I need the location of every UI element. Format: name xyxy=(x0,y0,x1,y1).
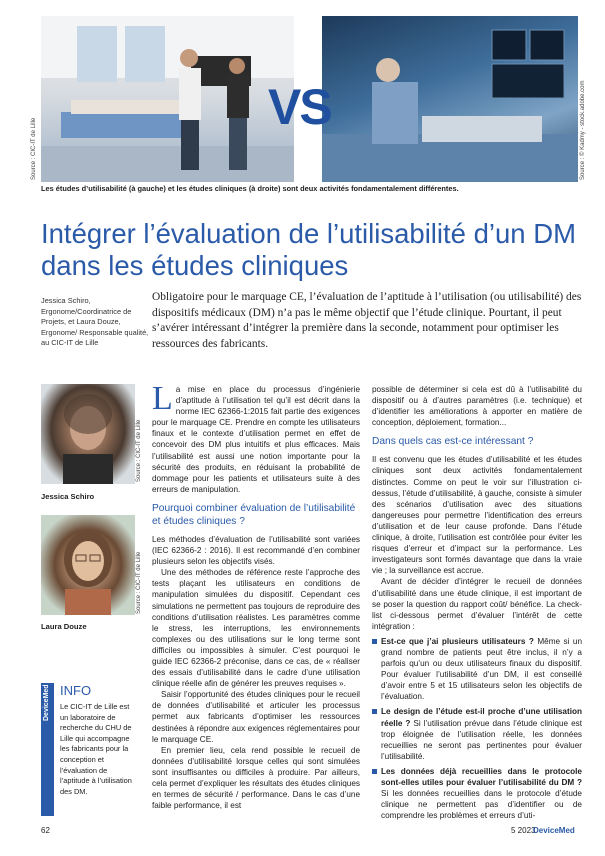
left-photo-credit: Source : CIC-IT de Lille xyxy=(31,117,37,180)
paragraph-opportunity: Saisir l’opportunité des études cliniques pour le recueil de données d’utilisabilité et articuler les processus permet aux fabricants d’optimiser les ressources destinées à répondre aux exigences réglementaires pour le marquage CE. xyxy=(152,690,360,744)
info-title: INFO xyxy=(60,683,92,698)
portrait-2-illustration xyxy=(41,515,135,615)
right-photo-credit: Source : © Kadmy - stock.adobe.com xyxy=(580,80,586,180)
article-column-2 xyxy=(372,384,582,825)
usability-study-illustration xyxy=(41,16,294,182)
info-brand-label: DeviceMed xyxy=(43,684,50,721)
info-brand-tab xyxy=(41,683,54,816)
section-heading-when: Dans quels cas est-ce intéressant ? xyxy=(372,436,534,448)
intro-paragraph xyxy=(152,380,360,495)
checklist-answer: Si l’utilisation prévue dans l’étude clinique est trop éloignée de l’utilisation réelle, les données recueillies ne seront pas pertinentes pour évaluer l’utilisabilité. xyxy=(381,718,582,761)
checklist-question: Est-ce que j’ai plusieurs utilisateurs ? xyxy=(381,636,534,646)
portrait-jessica-schiro xyxy=(41,384,135,484)
usability-study-photo xyxy=(41,16,294,182)
intro-text: a mise en place du processus d’ingénierie d’aptitude à l’utilisation tel qu’il est décrit dans la norme IEC 62366-1:2015 fait partie des exigences pour le marquage CE. Prendre en compte les utilisateurs finaux et le contexte d’utilisation permet en effet de concevoir des DM plus intuitifs et plus efficaces. Mais l’utilisabilité est aussi une notion importante pour la sécurité des produits, en réduisant la probabilité de dommage pour les patients et utilisateurs suite à des erreurs de manipulation. xyxy=(152,385,360,494)
checklist-item xyxy=(372,636,582,703)
section-heading-why: Pourquoi combiner évaluation de l’utilisabilité et études cliniques ? xyxy=(152,502,356,527)
info-box xyxy=(41,683,135,816)
paragraph-continuation: possible de déterminer si cela est dû à l’utilisabilité du dispositif ou à d’autres paramètres (i.e. technique) et d’identifier les améliorations à apporter en matière de conception, déploiement, formation... xyxy=(372,385,582,428)
portrait-1-illustration xyxy=(41,384,135,484)
checklist xyxy=(372,636,582,822)
photo-caption: Les études d’utilisabilité (à gauche) et les études cliniques (à droite) sont deux activités fondamentalement différentes. xyxy=(41,184,459,193)
portrait-laura-douze xyxy=(41,515,135,615)
paragraph-simulation: Une des méthodes de référence reste l’approche des tests plaçant les utilisateurs en conditions de manipulation simulées du dispositif. Cependant ces simulations ne permettent pas toujours de reproduire des conditions d’utilisation réalistes. Les paramètres comme le stress, les interruptions, les environnements complexes ou des utilisations sur le long terme sont difficiles ou impossibles à simuler. C’est pourquoi le guide IEC 62366-2 préconise, dans ce cas, de « réaliser des essais d’utilisabilité dans le cadre d’une utilisation clinique réelle afin de générer les preuves requises ». xyxy=(152,568,360,689)
checklist-answer: Si les données recueillies dans le protocole d’étude clinique ne permettent pas d’identifier ou de comprendre les problèmes et erreurs d’uti- xyxy=(381,789,582,821)
checklist-question: Le design de l’étude est-il proche d’une utilisation réelle ? xyxy=(381,707,582,728)
checklist-question: Les données déjà recueillies dans le protocole sont-elles utiles pour évaluer l’utilisabilité du DM ? xyxy=(381,766,582,787)
versus-label: VS xyxy=(268,79,331,135)
drop-cap: L xyxy=(152,380,173,417)
article-title: Intégrer l’évaluation de l’utilisabilité d’un DM dans les études cliniques xyxy=(41,218,577,281)
checklist-item xyxy=(372,766,582,821)
portrait-1-name: Jessica Schiro xyxy=(41,492,95,501)
info-text: Le CIC-IT de Lille est un laboratoire de recherche du CHU de Lille qui accompagne les fabricants pour la conception et l’évaluation de l’aptitude à l’utilisation des DM. xyxy=(60,702,132,796)
issue-number: 5 2023 xyxy=(511,826,536,835)
portrait-2-credit: Source : CIC-IT de Lille xyxy=(136,551,142,614)
paragraph-checklist-intro: Avant de décider d’intégrer le recueil de données d’utilisabilité dans une étude clinique, il est important de se poser la question du rapport coût/ bénéfice. La check-list ci-dessous permet d’évaluer l’intérêt de cette intégration : xyxy=(372,577,582,631)
portrait-2-name: Laura Douze xyxy=(41,622,87,631)
paragraph-benefits: En premier lieu, cela rend possible le recueil de données d’utilisabilité lorsque celles qui sont simulées sont insuffisantes ou difficiles à produire. Par ailleurs, cela permet d’expliquer les résultats des études cliniques en termes de sécurité / performance. Dans le cas d’une faible performance, il est xyxy=(152,745,360,811)
clinical-study-photo xyxy=(322,16,578,182)
checklist-answer: Même si un grand nombre de patients peut être inclus, il n’y a parfois qu’un ou deux utilisateurs finaux du dispositif. Pour évaluer l’utilisabilité d’un DM, il est conseillé d’avoir entre 5 et 15 utilisateurs selon les objectifs de l’évaluation. xyxy=(381,636,583,702)
page-number: 62 xyxy=(41,826,50,835)
clinical-study-illustration xyxy=(322,16,578,182)
portrait-1-credit: Source : CIC-IT de Lille xyxy=(136,419,142,482)
checklist-item xyxy=(372,706,582,761)
authors-byline: Jessica Schiro, Ergonome/Coordinatrice de Projets, et Laura Douze, Ergonome/ Responsable qualité, au CIC-IT de Lille xyxy=(41,296,149,348)
magazine-brand: DeviceMed xyxy=(533,826,575,835)
article-lead: Obligatoire pour le marquage CE, l’évaluation de l’aptitude à l’utilisation (ou utilisabilité) des dispositifs médicaux (DM) n’a pas le même objectif que l’étude clinique. Pourtant, il peut s’avérer intéressant d’intégrer la première dans la seconde, notamment pour optimiser les ressources des fabricants. xyxy=(152,291,582,350)
article-column-1 xyxy=(152,380,360,811)
paragraph-distinct: Il est convenu que les études d’utilisabilité et les études cliniques sont deux activités fondamentalement distinctes. Comme on peut le voir sur l’illustration ci-dessus, l’étude d’utilisabilité, à gauche, consiste à simuler des scénarios d’utilisation avec des situations dangereuses pour permettre l’identification des erreurs d’utilisation et de leur cause profonde. Dans l’étude clinique, à droite, l’utilisation est contrôlée pour éviter les risques d’erreur et d’impact sur la performance. Les investigateurs sont formés davantage que dans la vraie vie ; la surveillance est accrue. xyxy=(372,455,582,576)
paragraph-methods: Les méthodes d’évaluation de l’utilisabilité sont variées (IEC 62366-2 : 2016). Il est recommandé d’en combiner plusieurs selon les objectifs visés. xyxy=(152,534,360,567)
